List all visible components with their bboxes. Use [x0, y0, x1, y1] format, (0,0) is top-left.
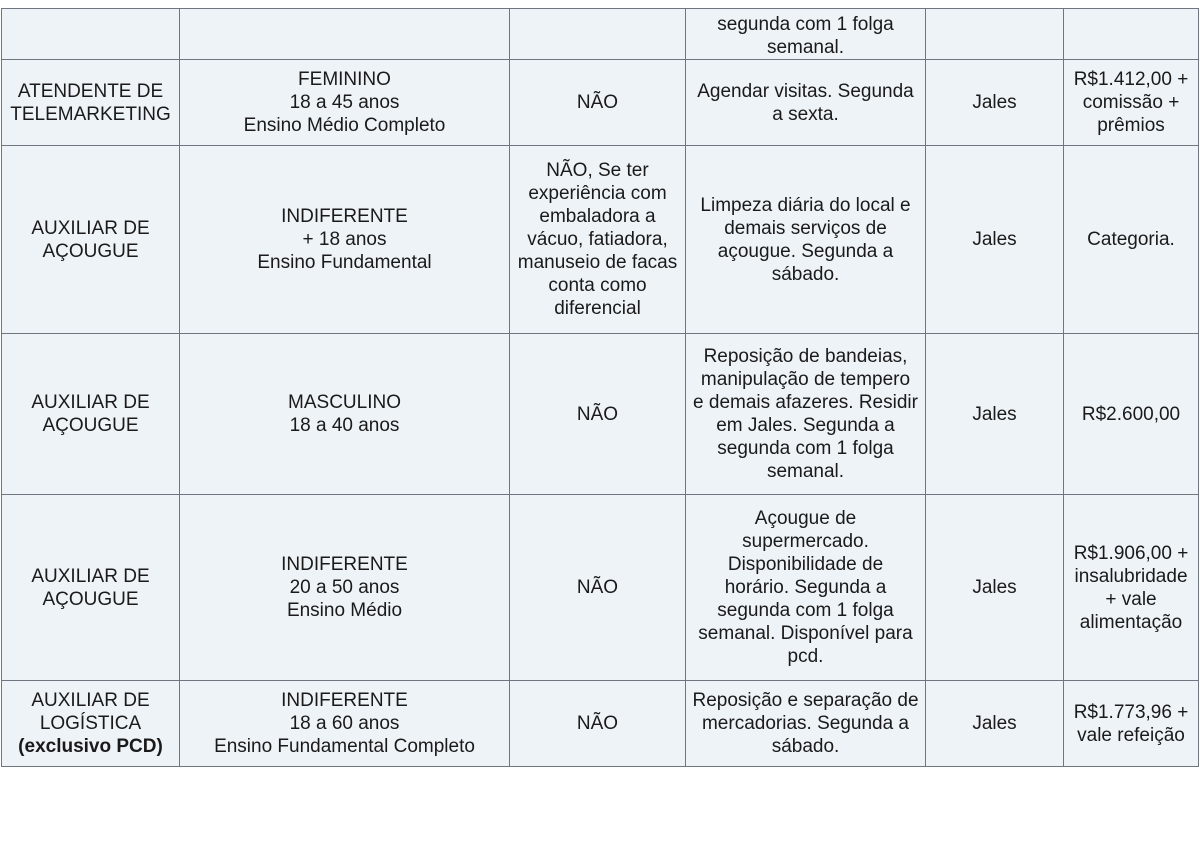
cell-line: conta como [548, 275, 647, 296]
cell-salario [1064, 334, 1199, 495]
cell-cargo [2, 334, 180, 495]
cell-line: sábado. [771, 263, 840, 285]
cell-line: AÇOUGUE [42, 588, 139, 610]
cell-experiencia [510, 146, 686, 334]
cell-line: prêmios [1097, 115, 1165, 136]
cell-line: 18 a 45 anos [289, 92, 400, 113]
cell-descricao [686, 495, 926, 681]
cell-line: AUXILIAR DE [31, 690, 150, 711]
cell-line: semanal. [766, 461, 845, 482]
job-listings-body [2, 9, 1199, 767]
cell-descricao [686, 9, 926, 60]
cell-line: e demais afazeres. Residir [693, 392, 918, 413]
cell-local [926, 495, 1064, 681]
cell-line: FEMININO [298, 69, 391, 90]
cell-line: NÃO [576, 577, 619, 598]
cell-line: 18 a 40 anos [289, 415, 400, 436]
cell-descricao [686, 60, 926, 146]
cell-line: NÃO [576, 92, 619, 113]
cell-line: insalubridade [1074, 565, 1188, 587]
cell-cargo [2, 146, 180, 334]
cell-cargo [2, 681, 180, 767]
cell-line: NÃO, Se ter [546, 160, 649, 181]
cell-line: Ensino Fundamental [257, 252, 432, 273]
cell-line: R$1.773,96 + [1073, 701, 1189, 723]
cell-line: AUXILIAR DE [31, 565, 150, 587]
cell-line: sábado. [771, 736, 840, 757]
cell-line: experiência com [528, 183, 667, 204]
cell-line: vácuo, fatiadora, [527, 229, 668, 250]
cell-line: segunda com 1 folga [717, 438, 894, 459]
cell-local [926, 9, 1064, 60]
cell-perfil [180, 9, 510, 60]
cell-line: (exclusivo PCD) [18, 736, 163, 757]
cell-line: Agendar visitas. Segunda [697, 80, 914, 102]
cell-local [926, 681, 1064, 767]
table-row [2, 60, 1199, 146]
cell-line: Limpeza diária do local e [700, 194, 911, 216]
cell-line: INDIFERENTE [281, 206, 408, 227]
cell-line: em Jales. Segunda a [716, 415, 895, 436]
cell-line: açougue. Segunda a [717, 240, 894, 262]
cell-cargo [2, 60, 180, 146]
cell-descricao [686, 334, 926, 495]
cell-local [926, 334, 1064, 495]
table-row [2, 334, 1199, 495]
cell-line: LOGÍSTICA [39, 713, 142, 734]
cell-descricao [686, 146, 926, 334]
job-listings-sheet [0, 8, 1200, 767]
job-listings-table [1, 8, 1199, 767]
cell-line: R$1.906,00 + [1073, 542, 1189, 564]
cell-line: AÇOUGUE [42, 415, 139, 436]
cell-line: 20 a 50 anos [289, 577, 400, 598]
cell-experiencia [510, 9, 686, 60]
cell-line: Jales [972, 713, 1017, 734]
cell-salario [1064, 60, 1199, 146]
cell-line: semanal. Disponível para [698, 623, 913, 644]
cell-line: ATENDENTE DE [17, 80, 164, 102]
cell-line: Reposição e separação de [692, 690, 919, 711]
cell-line: Açougue de [754, 508, 857, 529]
cell-cargo [2, 495, 180, 681]
cell-descricao [686, 681, 926, 767]
cell-line: manipulação de tempero [700, 369, 911, 390]
cell-line: horário. Segunda a [724, 577, 887, 598]
cell-line: NÃO [576, 403, 619, 425]
cell-cargo [2, 9, 180, 60]
cell-line: NÃO [576, 713, 619, 734]
cell-salario [1064, 9, 1199, 60]
cell-line: Categoria. [1087, 229, 1175, 250]
cell-experiencia [510, 681, 686, 767]
cell-line: a sexta. [772, 103, 839, 125]
cell-line: MASCULINO [288, 392, 401, 413]
cell-line: R$1.412,00 + [1073, 69, 1189, 90]
table-row [2, 495, 1199, 681]
cell-line: alimentação [1079, 611, 1183, 633]
cell-line: vale refeição [1077, 724, 1185, 746]
cell-line: + 18 anos [302, 229, 387, 250]
cell-line: pcd. [787, 646, 824, 667]
cell-line: Ensino Médio [286, 600, 403, 621]
cell-line: + vale [1105, 588, 1157, 610]
cell-line: Ensino Fundamental Completo [214, 736, 475, 757]
cell-perfil [180, 681, 510, 767]
cell-local [926, 146, 1064, 334]
cell-line: INDIFERENTE [281, 554, 408, 575]
cell-line: Jales [972, 92, 1017, 113]
cell-line: semanal. [766, 37, 845, 58]
cell-salario [1064, 146, 1199, 334]
cell-line: diferencial [554, 298, 641, 319]
cell-line: Disponibilidade de [727, 554, 884, 575]
cell-salario [1064, 681, 1199, 767]
cell-experiencia [510, 334, 686, 495]
cell-experiencia [510, 495, 686, 681]
cell-line: segunda com 1 folga [717, 14, 894, 35]
cell-line: supermercado. [742, 531, 869, 552]
cell-line: R$2.600,00 [1081, 403, 1181, 425]
cell-perfil [180, 495, 510, 681]
cell-line: AUXILIAR DE [31, 217, 150, 239]
cell-experiencia [510, 60, 686, 146]
cell-line: comissão + [1082, 92, 1180, 113]
table-row [2, 146, 1199, 334]
cell-line: Jales [972, 577, 1017, 598]
table-row [2, 681, 1199, 767]
cell-line: AUXILIAR DE [31, 392, 150, 413]
table-row [2, 9, 1199, 60]
cell-line: Jales [972, 229, 1017, 250]
cell-line: manuseio de facas [517, 252, 678, 273]
cell-line: demais serviços de [724, 217, 887, 239]
cell-line: Jales [972, 403, 1017, 425]
cell-perfil [180, 60, 510, 146]
cell-line: segunda com 1 folga [717, 600, 894, 621]
cell-line: INDIFERENTE [281, 690, 408, 711]
cell-perfil [180, 334, 510, 495]
cell-line: TELEMARKETING [10, 103, 171, 125]
cell-line: 18 a 60 anos [289, 713, 400, 734]
cell-line: AÇOUGUE [42, 240, 139, 262]
cell-perfil [180, 146, 510, 334]
cell-salario [1064, 495, 1199, 681]
cell-line: embaladora a [539, 206, 656, 227]
cell-line: Ensino Médio Completo [243, 115, 446, 136]
cell-local [926, 60, 1064, 146]
cell-line: Reposição de bandeias, [703, 346, 908, 367]
cell-line: mercadorias. Segunda a [701, 713, 909, 734]
